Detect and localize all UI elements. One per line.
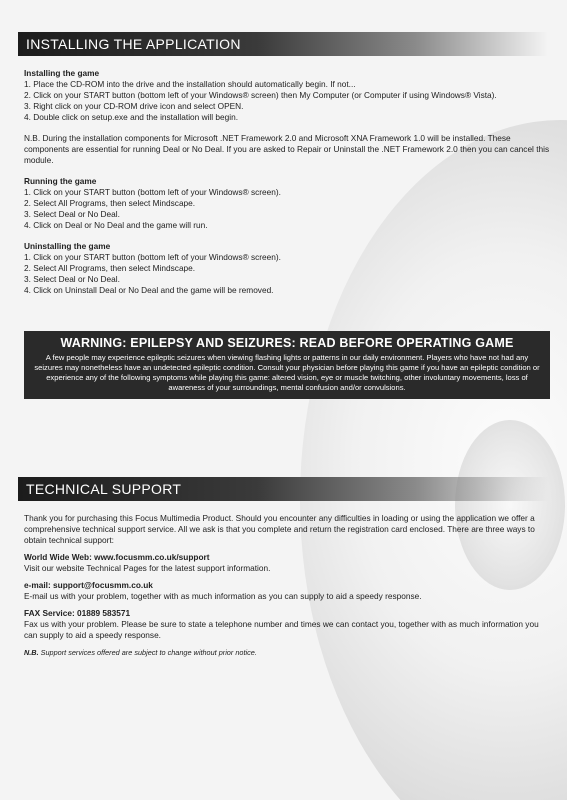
install-step: 3. Right click on your CD-ROM drive icon and select OPEN.	[24, 101, 244, 111]
install-step: 2. Click on your START button (bottom left of your Windows® screen) then My Computer (or Computer if using Windows® Vista).	[24, 90, 497, 100]
support-info	[24, 513, 554, 658]
uninstall-step: 4. Click on Uninstall Deal or No Deal and the game will be removed.	[24, 285, 274, 295]
uninstall-step: 3. Select Deal or No Deal.	[24, 274, 120, 284]
install-step: 4. Double click on setup.exe and the installation will begin.	[24, 112, 239, 122]
running-step: 3. Select Deal or No Deal.	[24, 209, 120, 219]
fax-support-label: FAX Service: 01889 583571	[24, 608, 131, 618]
running-step: 2. Select All Programs, then select Mindscape.	[24, 198, 196, 208]
support-intro: Thank you for purchasing this Focus Multimedia Product. Should you encounter any difficulties in loading or using the application we offer a comprehensive technical support service. All we ask is that you complete and return the registration card enclosed. There are three ways to obtain technical support:	[24, 513, 535, 545]
email-support-text: E-mail us with your problem, together with as much information as you can supply to aid a speedy response.	[24, 591, 422, 601]
web-support-text: Visit our website Technical Pages for the latest support information.	[24, 563, 271, 573]
running-step: 1. Click on your START button (bottom left of your Windows® screen).	[24, 187, 281, 197]
installing-title: Installing the game	[24, 68, 100, 78]
warning-body: A few people may experience epileptic seizures when viewing flashing lights or patterns in our daily environment. Players who have not had any seizures may nonetheless have an undetected epileptic condition. Consult your physician before playing this game if you have an epileptic condition or experience any of the following symptoms while playing this game: altered vision, eye or muscle twitching, other involuntary movements, loss of awareness of your surroundings, mental confusion and/or convulsions.	[34, 353, 540, 392]
uninstall-step: 1. Click on your START button (bottom left of your Windows® screen).	[24, 252, 281, 262]
install-note: N.B. During the installation components for Microsoft .NET Framework 2.0 and Microsoft XNA Framework 1.0 will be installed. These components are essential for running Deal or No Deal. If you are asked to Repair or Uninstall the .NET Framework 2.0 then you can cancel this module.	[24, 133, 550, 165]
uninstall-step: 2. Select All Programs, then select Mindscape.	[24, 263, 196, 273]
epilepsy-warning-box	[24, 331, 550, 399]
note-prefix: N.B.	[24, 648, 39, 657]
running-step: 4. Click on Deal or No Deal and the game will run.	[24, 220, 208, 230]
install-instructions	[24, 68, 554, 296]
support-section-header: TECHNICAL SUPPORT	[18, 477, 548, 501]
running-title: Running the game	[24, 176, 97, 186]
uninstalling-title: Uninstalling the game	[24, 241, 111, 251]
email-support-label: e-mail: support@focusmm.co.uk	[24, 580, 153, 590]
web-support-label: World Wide Web: www.focusmm.co.uk/support	[24, 552, 210, 562]
warning-title: WARNING: EPILEPSY AND SEIZURES: READ BEFORE OPERATING GAME	[60, 336, 514, 350]
fax-support-text: Fax us with your problem. Please be sure to state a telephone number and times we can contact you, together with as much information you can supply to aid a speedy response.	[24, 619, 539, 640]
support-note	[24, 647, 554, 658]
note-text: Support services offered are subject to change without prior notice.	[38, 648, 257, 657]
install-section-header: INSTALLING THE APPLICATION	[18, 32, 548, 56]
install-step: 1. Place the CD-ROM into the drive and the installation should automatically begin. If not...	[24, 79, 356, 89]
